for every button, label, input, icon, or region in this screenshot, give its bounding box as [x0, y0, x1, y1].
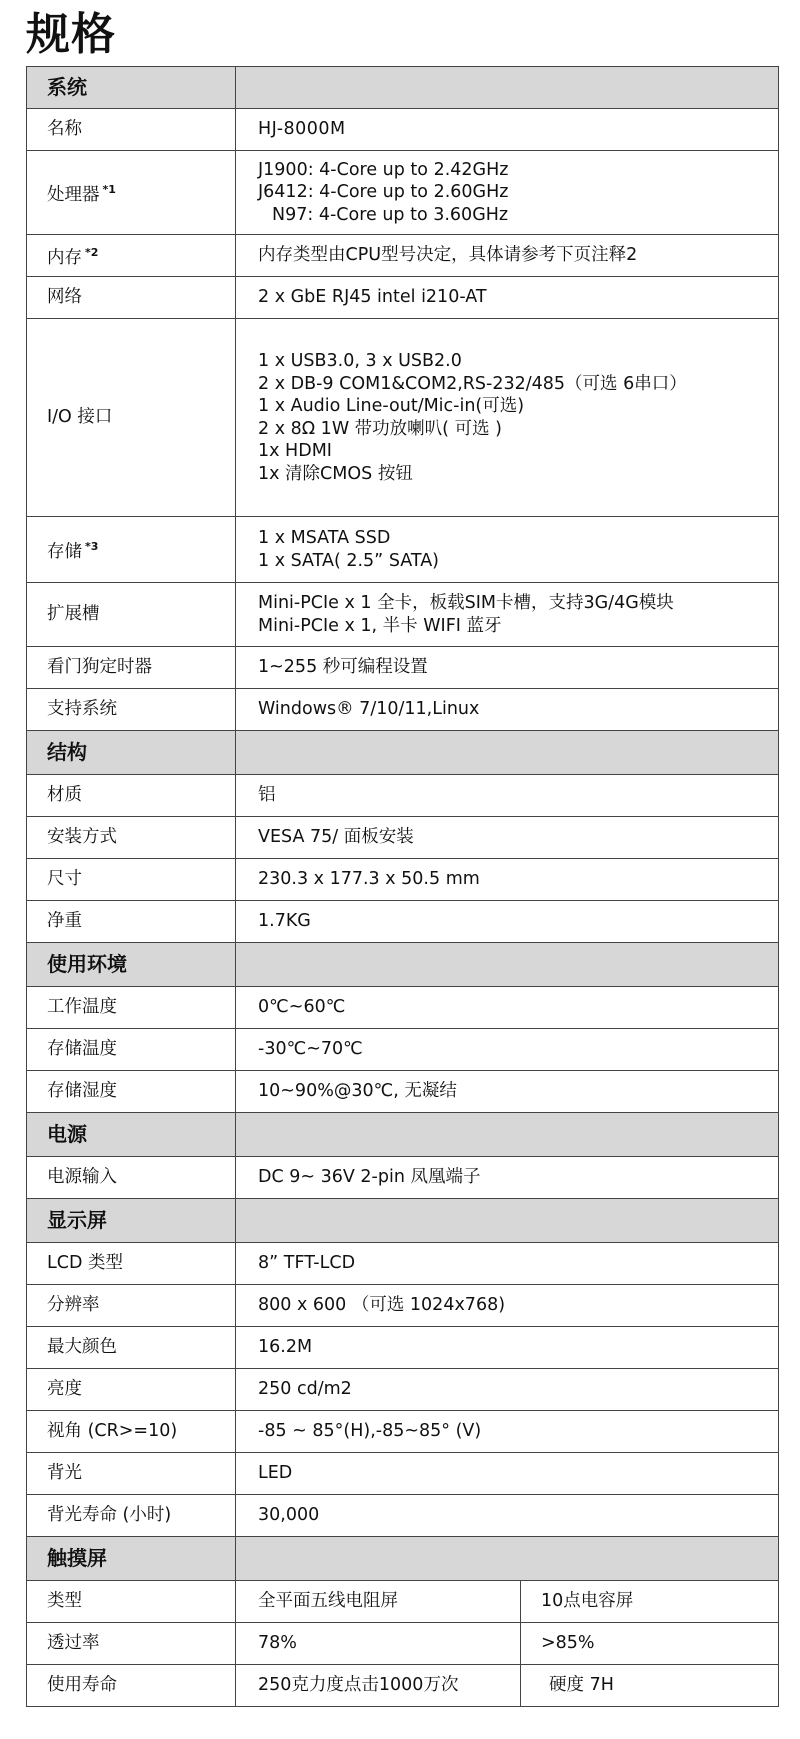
section-blank: [236, 731, 779, 775]
row-transmittance: [27, 1623, 779, 1665]
cpu-line: J6412: 4-Core up to 2.60GHz: [258, 182, 509, 203]
cpu-line: N97: 4-Core up to 3.60GHz: [272, 204, 509, 225]
label-max-color: 最大颜色: [27, 1327, 236, 1369]
row-weight: [27, 901, 779, 943]
value-touch-life-capacitive: 硬度 7H: [521, 1665, 779, 1707]
cpu-line: J1900: 4-Core up to 2.42GHz: [258, 159, 509, 180]
value-max-color: 16.2M: [236, 1327, 779, 1369]
value-expansion: [236, 583, 779, 647]
section-blank: [236, 1537, 779, 1581]
row-memory: [27, 235, 779, 277]
value-storage: [236, 517, 779, 583]
value-viewing-angle: -85 ~ 85°(H),-85~85° (V): [236, 1411, 779, 1453]
io-line: 2 x DB-9 COM1&COM2,RS-232/485（可选 6串口）: [258, 373, 687, 394]
value-backlight: LED: [236, 1453, 779, 1495]
value-op-temp: 0℃~60℃: [236, 987, 779, 1029]
section-title-display: 显示屏: [27, 1199, 236, 1243]
storage-line: 1 x MSATA SSD: [258, 528, 391, 548]
value-watchdog: 1~255 秒可编程设置: [236, 647, 779, 689]
row-lcd-type: [27, 1243, 779, 1285]
slot-line: Mini-PCIe x 1 全卡，板载SIM卡槽，支持3G/4G模块: [258, 593, 674, 613]
row-mount: [27, 817, 779, 859]
page-title: 规格: [26, 9, 116, 60]
note-3: *3: [85, 539, 99, 553]
row-touch-life: [27, 1665, 779, 1707]
value-st-temp: -30℃~70℃: [236, 1029, 779, 1071]
value-backlight-life: 30,000: [236, 1495, 779, 1537]
row-power-input: [27, 1157, 779, 1199]
label-expansion: 扩展槽: [27, 583, 236, 647]
label-name: 名称: [27, 109, 236, 151]
row-cpu: [27, 151, 779, 235]
label-material: 材质: [27, 775, 236, 817]
label-os: 支持系统: [27, 689, 236, 731]
value-io: [236, 319, 779, 517]
value-transmittance-resistive: 78%: [236, 1623, 521, 1665]
row-st-humidity: [27, 1071, 779, 1113]
label-io: I/O 接口: [27, 319, 236, 517]
label-transmittance: 透过率: [27, 1623, 236, 1665]
value-lcd-type: 8” TFT-LCD: [236, 1243, 779, 1285]
label-viewing-angle: 视角 (CR>=10): [27, 1411, 236, 1453]
label-memory-text: 内存: [47, 247, 82, 268]
spec-table: [26, 66, 779, 1707]
row-os: [27, 689, 779, 731]
label-power-input: 电源输入: [27, 1157, 236, 1199]
value-touch-type-capacitive: 10点电容屏: [521, 1581, 779, 1623]
row-resolution: [27, 1285, 779, 1327]
row-storage: [27, 517, 779, 583]
section-blank: [236, 67, 779, 109]
value-os: Windows® 7/10/11,Linux: [236, 689, 779, 731]
label-size: 尺寸: [27, 859, 236, 901]
io-line: 1x HDMI: [258, 441, 332, 461]
section-row-environment: [27, 943, 779, 987]
io-line: 1 x USB3.0, 3 x USB2.0: [258, 351, 462, 371]
note-2: *2: [85, 245, 99, 259]
label-resolution: 分辨率: [27, 1285, 236, 1327]
section-blank: [236, 1113, 779, 1157]
label-storage: [27, 517, 236, 583]
value-st-humidity: 10~90%@30℃, 无凝结: [236, 1071, 779, 1113]
section-title-touch: 触摸屏: [27, 1537, 236, 1581]
row-backlight: [27, 1453, 779, 1495]
value-size: 230.3 x 177.3 x 50.5 mm: [236, 859, 779, 901]
value-resolution: 800 x 600 （可选 1024x768): [236, 1285, 779, 1327]
value-material: 铝: [236, 775, 779, 817]
section-title-structure: 结构: [27, 731, 236, 775]
row-backlight-life: [27, 1495, 779, 1537]
value-model: HJ-8000M: [236, 109, 779, 151]
value-touch-life-resistive: 250克力度点击1000万次: [236, 1665, 521, 1707]
row-io: [27, 319, 779, 517]
label-cpu: [27, 151, 236, 235]
label-touch-type: 类型: [27, 1581, 236, 1623]
value-network: 2 x GbE RJ45 intel i210-AT: [236, 277, 779, 319]
label-touch-life: 使用寿命: [27, 1665, 236, 1707]
label-st-humidity: 存储湿度: [27, 1071, 236, 1113]
label-backlight: 背光: [27, 1453, 236, 1495]
label-brightness: 亮度: [27, 1369, 236, 1411]
row-name: [27, 109, 779, 151]
section-row-display: [27, 1199, 779, 1243]
section-row-power: [27, 1113, 779, 1157]
section-title-environment: 使用环境: [27, 943, 236, 987]
slot-line: Mini-PCIe x 1, 半卡 WIFI 蓝牙: [258, 615, 502, 636]
label-weight: 净重: [27, 901, 236, 943]
label-memory: [27, 235, 236, 277]
row-expansion: [27, 583, 779, 647]
label-storage-text: 存储: [47, 541, 82, 562]
note-1: *1: [102, 182, 116, 196]
value-weight: 1.7KG: [236, 901, 779, 943]
value-memory: 内存类型由CPU型号决定，具体请参考下页注释2: [236, 235, 779, 277]
label-network: 网络: [27, 277, 236, 319]
value-power-input: DC 9~ 36V 2-pin 凤凰端子: [236, 1157, 779, 1199]
section-row-system: [27, 67, 779, 109]
value-transmittance-capacitive: >85%: [521, 1623, 779, 1665]
section-title-system: 系统: [27, 67, 236, 109]
label-watchdog: 看门狗定时器: [27, 647, 236, 689]
value-cpu: [236, 151, 779, 235]
row-viewing-angle: [27, 1411, 779, 1453]
label-cpu-text: 处理器: [47, 184, 100, 205]
section-row-structure: [27, 731, 779, 775]
storage-line: 1 x SATA( 2.5” SATA): [258, 550, 439, 571]
row-st-temp: [27, 1029, 779, 1071]
section-blank: [236, 1199, 779, 1243]
row-touch-type: [27, 1581, 779, 1623]
row-watchdog: [27, 647, 779, 689]
section-blank: [236, 943, 779, 987]
label-lcd-type: LCD 类型: [27, 1243, 236, 1285]
row-brightness: [27, 1369, 779, 1411]
section-row-touch: [27, 1537, 779, 1581]
section-title-power: 电源: [27, 1113, 236, 1157]
value-touch-type-resistive: 全平面五线电阻屏: [236, 1581, 521, 1623]
io-line: 1 x Audio Line-out/Mic-in(可选): [258, 396, 525, 416]
label-op-temp: 工作温度: [27, 987, 236, 1029]
row-size: [27, 859, 779, 901]
io-line: 1x 清除CMOS 按钮: [258, 463, 413, 484]
row-op-temp: [27, 987, 779, 1029]
row-max-color: [27, 1327, 779, 1369]
label-st-temp: 存储温度: [27, 1029, 236, 1071]
row-network: [27, 277, 779, 319]
row-material: [27, 775, 779, 817]
io-line: 2 x 8Ω 1W 带功放喇叭( 可选 ): [258, 418, 502, 439]
value-mount: VESA 75/ 面板安装: [236, 817, 779, 859]
value-brightness: 250 cd/m2: [236, 1369, 779, 1411]
label-mount: 安装方式: [27, 817, 236, 859]
label-backlight-life: 背光寿命 (小时): [27, 1495, 236, 1537]
